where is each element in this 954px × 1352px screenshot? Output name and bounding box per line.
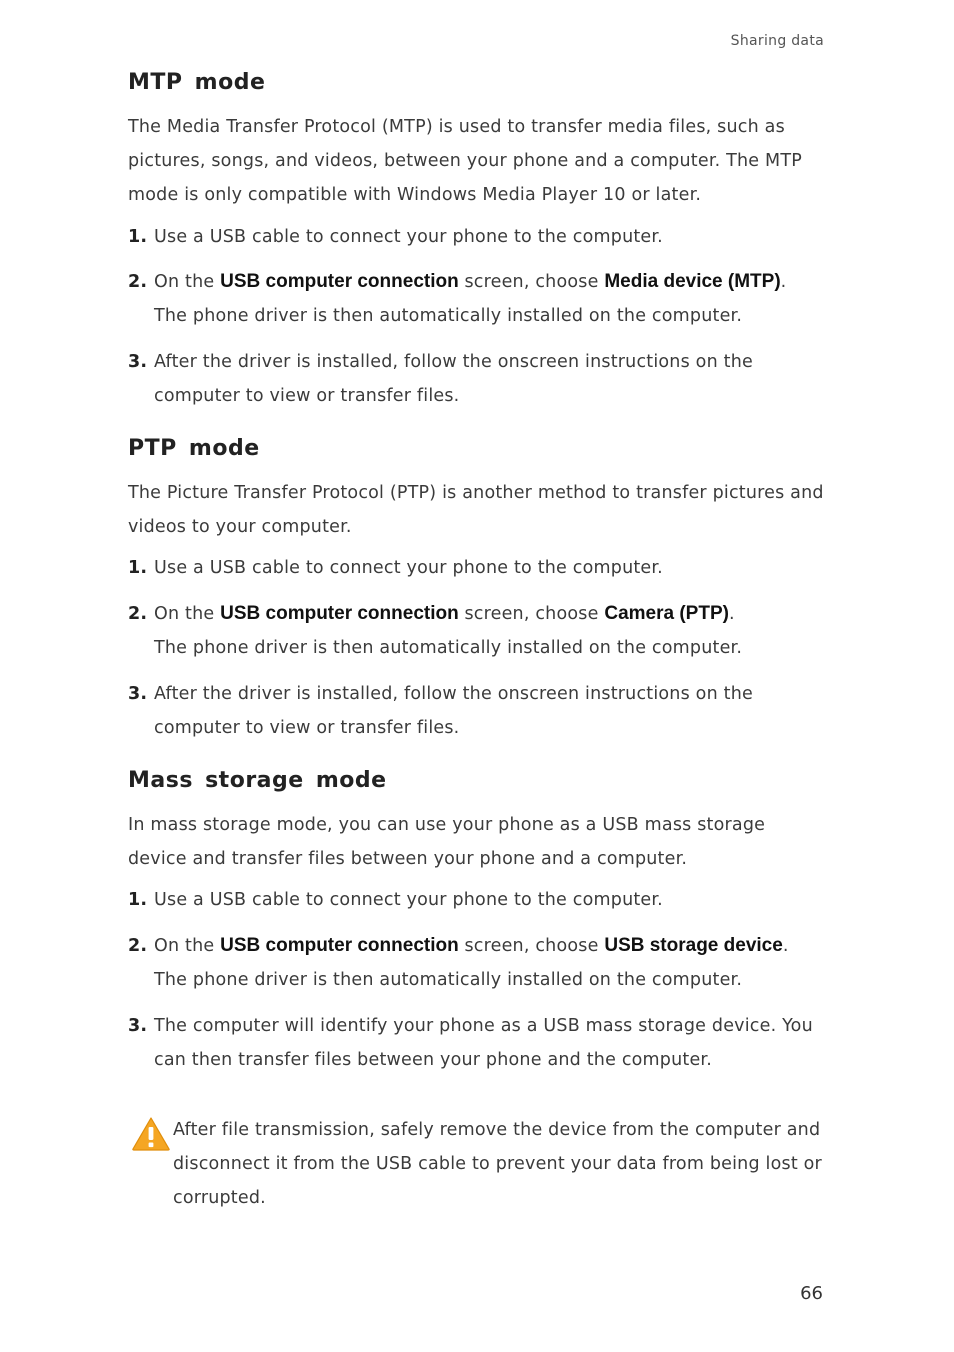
step-text: screen, choose — [458, 936, 605, 956]
step-number: 1. — [128, 558, 148, 578]
warning-icon — [132, 1117, 170, 1151]
step-number: 3. — [128, 684, 148, 704]
step-number: 2. — [128, 272, 148, 292]
step-number: 1. — [128, 890, 148, 910]
step-number: 2. — [128, 936, 148, 956]
step-text: screen, choose — [458, 272, 605, 292]
mass-step-2 — [128, 929, 828, 997]
mass-storage-mode-heading: Mass storage mode — [128, 768, 387, 793]
mass-storage-intro: In mass storage mode, you can use your phone as a USB mass storage device and transfer files between your phone and a computer. — [128, 815, 766, 869]
step-text-continued: The phone driver is then automatically installed on the computer. — [154, 306, 743, 326]
step-text: On the — [154, 272, 221, 292]
ptp-intro: The Picture Transfer Protocol (PTP) is another method to transfer pictures and videos to your computer. — [128, 483, 824, 537]
step-text: screen, choose — [458, 604, 605, 624]
step-text: . — [782, 936, 789, 956]
step-text: . — [728, 604, 735, 624]
ptp-mode-heading: PTP mode — [128, 436, 260, 461]
step-number: 3. — [128, 352, 148, 372]
ui-label-usb-computer-connection: USB computer connection — [220, 935, 459, 956]
ui-label-usb-computer-connection: USB computer connection — [220, 271, 459, 292]
step-number: 1. — [128, 227, 148, 247]
step-text-continued: The phone driver is then automatically installed on the computer. — [154, 970, 743, 990]
step-text: The computer will identify your phone as a USB mass storage device. You can then transfer files between your phone and the computer. — [154, 1016, 813, 1070]
ui-label-option: USB storage device — [604, 935, 783, 956]
warning-text: After file transmission, safely remove the device from the computer and disconnect it from the USB cable to prevent your data from being lost or corrupted. — [173, 1120, 822, 1208]
ptp-step-3 — [128, 677, 828, 745]
mtp-step-3 — [128, 345, 828, 413]
ptp-step-1 — [128, 551, 828, 585]
step-text: Use a USB cable to connect your phone to the computer. — [154, 890, 663, 910]
mtp-step-1 — [128, 220, 828, 254]
step-text: On the — [154, 936, 221, 956]
mtp-step-2 — [128, 265, 828, 333]
mass-step-1 — [128, 883, 828, 917]
step-text: On the — [154, 604, 221, 624]
page-number: 66 — [800, 1283, 823, 1304]
running-header: Sharing data — [730, 33, 824, 49]
ui-label-option: Camera (PTP) — [604, 603, 729, 624]
step-number: 3. — [128, 1016, 148, 1036]
step-text: Use a USB cable to connect your phone to the computer. — [154, 558, 663, 578]
step-number: 2. — [128, 604, 148, 624]
ui-label-usb-computer-connection: USB computer connection — [220, 603, 459, 624]
step-text: After the driver is installed, follow the onscreen instructions on the computer to view or transfer files. — [154, 352, 753, 406]
step-text: . — [780, 272, 787, 292]
mtp-intro: The Media Transfer Protocol (MTP) is used to transfer media files, such as pictures, songs, and videos, between your phone and a computer. The MTP mode is only compatible with Windows Media Player 10 or later. — [128, 117, 802, 205]
step-text-continued: The phone driver is then automatically installed on the computer. — [154, 638, 743, 658]
warning-note — [132, 1113, 832, 1215]
ptp-step-2 — [128, 597, 828, 665]
mass-step-3 — [128, 1009, 828, 1077]
step-text: After the driver is installed, follow the onscreen instructions on the computer to view or transfer files. — [154, 684, 753, 738]
mtp-mode-heading: MTP mode — [128, 70, 266, 95]
ui-label-option: Media device (MTP) — [604, 271, 781, 292]
step-text: Use a USB cable to connect your phone to the computer. — [154, 227, 663, 247]
